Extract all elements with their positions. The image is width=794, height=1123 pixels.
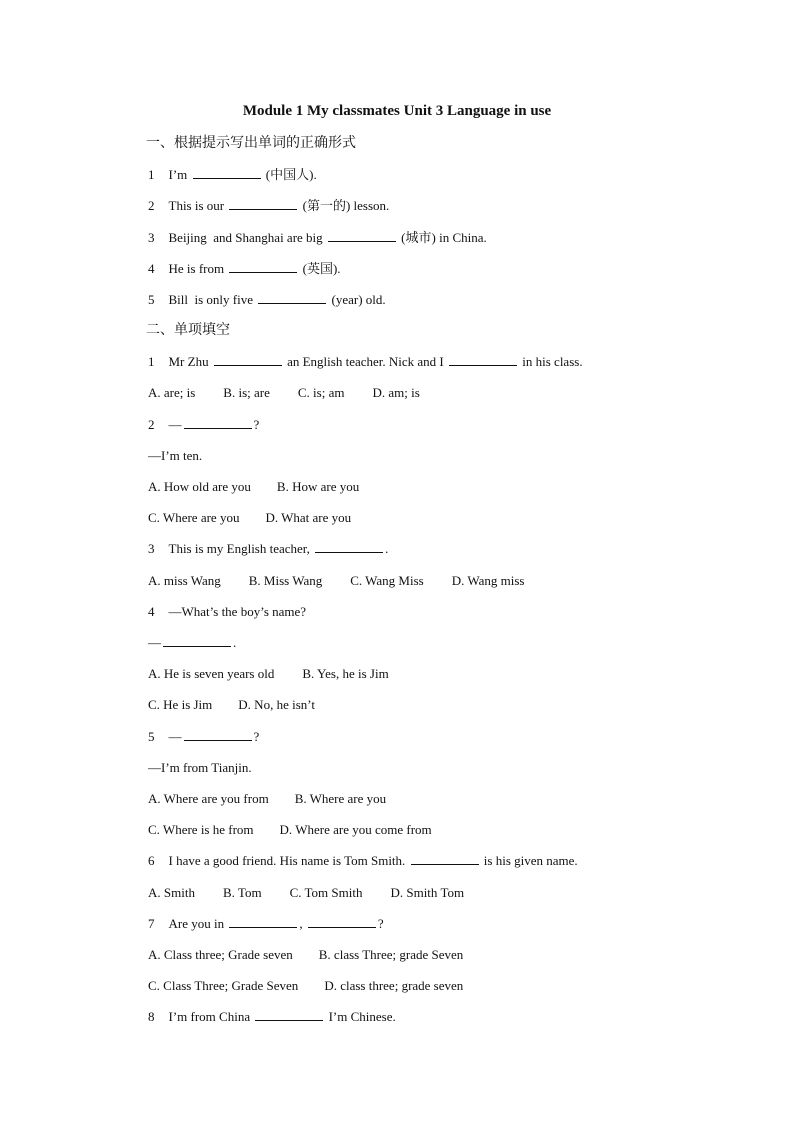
option-a[interactable]: A. Class three; Grade seven: [148, 947, 293, 962]
s1-question-1: [148, 167, 317, 183]
question-number: 3: [148, 541, 155, 556]
answer-blank[interactable]: [411, 853, 479, 865]
option-b[interactable]: B. Yes, he is Jim: [302, 666, 389, 681]
option-c[interactable]: C. Tom Smith: [289, 885, 363, 900]
question-text: I’m: [168, 167, 188, 182]
question-number: 2: [148, 417, 155, 432]
answer-text: —: [148, 635, 161, 650]
option-b[interactable]: B. is; are: [223, 385, 270, 400]
answer-blank[interactable]: [255, 1009, 323, 1021]
question-hint: (城市) in China.: [401, 230, 487, 245]
option-d[interactable]: D. am; is: [372, 385, 420, 400]
s2-q5-options-cd: [148, 822, 432, 838]
question-text: is his given name.: [483, 853, 578, 868]
option-c[interactable]: C. is; am: [297, 385, 345, 400]
answer-blank[interactable]: [214, 354, 282, 366]
question-number: 8: [148, 1009, 155, 1024]
s2-question-7: [148, 916, 384, 932]
option-a[interactable]: A. He is seven years old: [148, 666, 275, 681]
question-text: ?: [253, 417, 260, 432]
option-d[interactable]: D. No, he isn’t: [238, 697, 315, 712]
question-text: —What’s the boy’s name?: [168, 604, 307, 619]
s2-q7-options-ab: [148, 947, 463, 963]
question-text: Beijing and Shanghai are big: [168, 230, 323, 245]
page-title: Module 1 My classmates Unit 3 Language in use: [242, 103, 552, 119]
answer-blank[interactable]: [229, 261, 297, 273]
question-text: ?: [377, 916, 384, 931]
question-number: 5: [148, 729, 155, 744]
question-hint: (year) old.: [331, 292, 386, 307]
answer-blank[interactable]: [258, 292, 326, 304]
question-number: 4: [148, 261, 155, 276]
answer-blank[interactable]: [449, 354, 517, 366]
option-a[interactable]: A. are; is: [148, 385, 196, 400]
s2-question-2: [148, 417, 259, 433]
question-number: 1: [148, 354, 155, 369]
option-d[interactable]: D. Where are you come from: [279, 822, 432, 837]
question-text: I’m from China: [168, 1009, 251, 1024]
s1-question-5: [148, 292, 386, 308]
option-d[interactable]: D. What are you: [265, 510, 352, 525]
question-text: Bill is only five: [168, 292, 253, 307]
s2-q3-options: [148, 573, 524, 589]
s1-question-2: [148, 198, 389, 214]
question-text: —: [168, 729, 182, 744]
s1-question-3: [148, 230, 487, 246]
option-b[interactable]: B. class Three; grade Seven: [318, 947, 464, 962]
option-b[interactable]: B. Miss Wang: [248, 573, 323, 588]
option-d[interactable]: D. Smith Tom: [390, 885, 465, 900]
s2-question-8: [148, 1009, 396, 1025]
question-text: ?: [253, 729, 260, 744]
question-number: 6: [148, 853, 155, 868]
option-a[interactable]: A. Where are you from: [148, 791, 269, 806]
answer-blank[interactable]: [193, 167, 261, 179]
option-a[interactable]: A. How old are you: [148, 479, 251, 494]
s2-q2-answer: —I’m ten.: [148, 448, 203, 463]
option-c[interactable]: C. Class Three; Grade Seven: [148, 978, 299, 993]
s2-q1-options: [148, 385, 420, 401]
s2-question-3: [148, 541, 388, 557]
question-number: 3: [148, 230, 155, 245]
answer-text: .: [233, 635, 237, 650]
answer-blank[interactable]: [315, 541, 383, 553]
s2-question-1: [148, 354, 583, 370]
question-hint: (中国人).: [265, 167, 317, 182]
option-b[interactable]: B. Where are you: [294, 791, 387, 806]
s2-q2-options-cd: [148, 510, 351, 526]
s2-q7-options-cd: [148, 978, 463, 994]
section2-heading: 二、单项填空: [146, 322, 230, 338]
s2-q6-options: [148, 885, 464, 901]
option-c[interactable]: C. Where are you: [148, 510, 240, 525]
question-text: —: [168, 417, 182, 432]
section1-heading: 一、根据提示写出单词的正确形式: [146, 135, 356, 151]
question-number: 4: [148, 604, 155, 619]
option-c[interactable]: C. He is Jim: [148, 697, 213, 712]
question-text: ,: [299, 916, 303, 931]
answer-blank[interactable]: [184, 417, 252, 429]
question-text: I’m Chinese.: [328, 1009, 396, 1024]
answer-blank[interactable]: [229, 916, 297, 928]
question-number: 5: [148, 292, 155, 307]
question-number: 7: [148, 916, 155, 931]
question-text: in his class.: [522, 354, 583, 369]
question-text: He is from: [168, 261, 225, 276]
s2-q4-answer: [148, 635, 236, 651]
question-number: 1: [148, 167, 155, 182]
question-text: I have a good friend. His name is Tom Smith.: [168, 853, 406, 868]
question-number: 2: [148, 198, 155, 213]
s2-q2-options-ab: [148, 479, 359, 495]
answer-blank[interactable]: [308, 916, 376, 928]
answer-blank[interactable]: [184, 729, 252, 741]
s1-question-4: [148, 261, 341, 277]
answer-blank[interactable]: [229, 198, 297, 210]
answer-blank[interactable]: [328, 230, 396, 242]
question-text: Are you in: [168, 916, 225, 931]
s2-q4-options-cd: [148, 697, 315, 713]
s2-question-4: [148, 604, 306, 620]
s2-question-6: [148, 853, 578, 869]
question-text: .: [385, 541, 389, 556]
option-d[interactable]: D. class three; grade seven: [324, 978, 464, 993]
question-text: This is my English teacher,: [168, 541, 310, 556]
option-a[interactable]: A. Smith: [148, 885, 195, 900]
question-hint: (英国).: [302, 261, 341, 276]
answer-blank[interactable]: [163, 635, 231, 647]
s2-q4-options-ab: [148, 666, 389, 682]
option-c[interactable]: C. Wang Miss: [350, 573, 424, 588]
s2-q5-options-ab: [148, 791, 386, 807]
s2-q5-answer: —I’m from Tianjin.: [148, 760, 252, 775]
option-a[interactable]: A. miss Wang: [148, 573, 221, 588]
option-b[interactable]: B. Tom: [222, 885, 262, 900]
question-text: Mr Zhu: [168, 354, 209, 369]
question-text: an English teacher. Nick and I: [287, 354, 444, 369]
s2-question-5: [148, 729, 259, 745]
option-c[interactable]: C. Where is he from: [148, 822, 254, 837]
question-hint: (第一的) lesson.: [302, 198, 390, 213]
question-text: This is our: [168, 198, 225, 213]
option-d[interactable]: D. Wang miss: [451, 573, 525, 588]
option-b[interactable]: B. How are you: [276, 479, 360, 494]
